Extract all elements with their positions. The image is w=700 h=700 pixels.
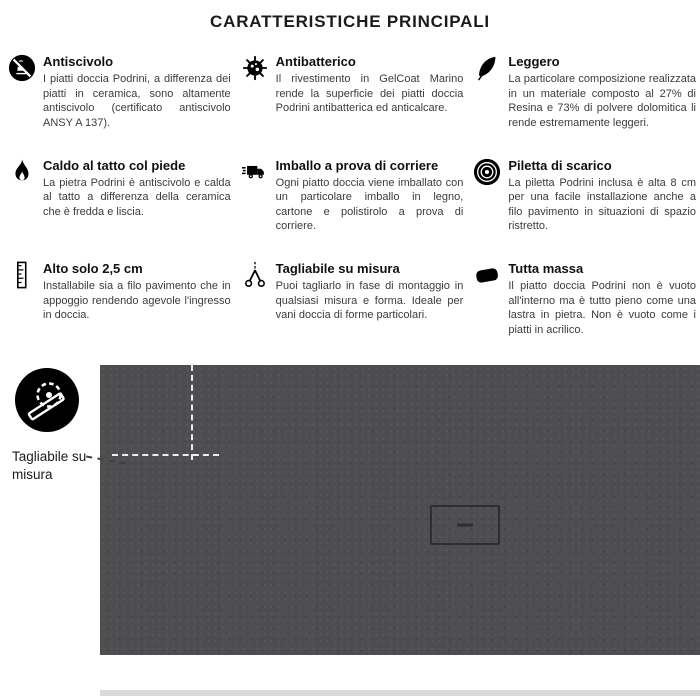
feature-text xyxy=(276,261,464,323)
feature-caldo-al-tatto xyxy=(8,158,231,235)
feature-description: I piatti doccia Podrini, a differenza dei piatti in ceramica, sono altamente antiscivolo (certificato antiscivolo ANSY A 137). xyxy=(43,73,231,129)
cut-mark-horizontal xyxy=(112,454,219,456)
feature-tutta-massa xyxy=(473,261,696,338)
feature-description: Installabile sia a filo pavimento che in appoggio rendendo agevole l'ingresso in doccia. xyxy=(43,280,231,322)
callout-label: Tagliabile su misura xyxy=(12,449,87,482)
feature-antibatterico xyxy=(241,54,464,131)
cut-mark-vertical xyxy=(191,365,193,460)
feature-description: Il rivestimento in GelCoat Marino rende la superficie dei piatti doccia Podrini antibatterica ed anticalcare. xyxy=(275,73,464,115)
flame-icon xyxy=(8,158,36,186)
feature-text xyxy=(276,158,464,235)
floor-edge-strip xyxy=(100,690,700,696)
feature-text xyxy=(276,54,464,116)
no-slip-icon xyxy=(8,54,36,82)
shower-tray-image xyxy=(100,365,700,655)
feature-title: Tutta massa xyxy=(508,261,584,276)
drain-handle xyxy=(457,524,473,527)
feature-description: Il piatto doccia Podrini non è vuoto all'interno ma è tutto pieno come una lastra in pietra. Non è vuoto come i piatti in acrilico. xyxy=(508,280,696,336)
bacteria-icon xyxy=(241,54,269,82)
feature-text xyxy=(508,261,696,338)
feature-tagliabile xyxy=(241,261,464,338)
delivery-truck-icon xyxy=(241,158,269,186)
drain-icon xyxy=(473,158,501,186)
feature-text xyxy=(43,158,231,220)
feature-antiscivolo xyxy=(8,54,231,131)
product-section xyxy=(0,360,700,700)
feature-description: Puoi tagliarlo in fase di montaggio in qualsiasi misura e forma. Ideale per vani doccia di forme particolari. xyxy=(275,280,464,322)
page-title: CARATTERISTICHE PRINCIPALI xyxy=(210,12,490,31)
feature-text xyxy=(508,54,696,131)
solid-slab-icon xyxy=(473,261,501,289)
ruler-icon xyxy=(8,261,36,289)
drain-cover xyxy=(430,505,500,545)
feature-title: Caldo al tatto col piede xyxy=(43,157,186,173)
features-grid xyxy=(0,32,700,338)
feature-title: Tagliabile su misura xyxy=(275,261,400,276)
feature-description: La piletta Podrini inclusa è alta 8 cm per una facile installazione anche a filo pavimento in situazioni di spazio ristretto. xyxy=(508,176,696,233)
feature-leggero xyxy=(473,54,696,131)
feature-description: La pietra Podrini è antiscivolo e calda al tatto a differenza della ceramica che è fredda e liscia. xyxy=(43,176,231,218)
feature-imballo xyxy=(241,158,464,235)
feature-title: Piletta di scarico xyxy=(508,157,612,173)
feature-title: Alto solo 2,5 cm xyxy=(43,261,143,276)
feature-title: Imballo a prova di corriere xyxy=(275,157,439,173)
feature-title: Leggero xyxy=(508,54,560,69)
feature-alto xyxy=(8,261,231,338)
feature-text xyxy=(43,261,231,323)
feather-icon xyxy=(473,54,501,82)
feature-piletta xyxy=(473,158,696,235)
feature-text xyxy=(508,158,696,235)
circular-saw-icon xyxy=(15,368,79,432)
feature-title: Antibatterico xyxy=(275,54,356,69)
scissors-icon xyxy=(241,261,269,289)
feature-title: Antiscivolo xyxy=(43,54,114,69)
feature-description: La particolare composizione realizzata in un materiale composto al 27% di Resina e 73% di polvere dolomitica li rende estremamente leggeri. xyxy=(508,73,696,129)
feature-text xyxy=(43,54,231,131)
feature-description: Ogni piatto doccia viene imballato con un particolare imballo in legno, cartone e polistirolo a prova di corriere. xyxy=(275,176,464,233)
